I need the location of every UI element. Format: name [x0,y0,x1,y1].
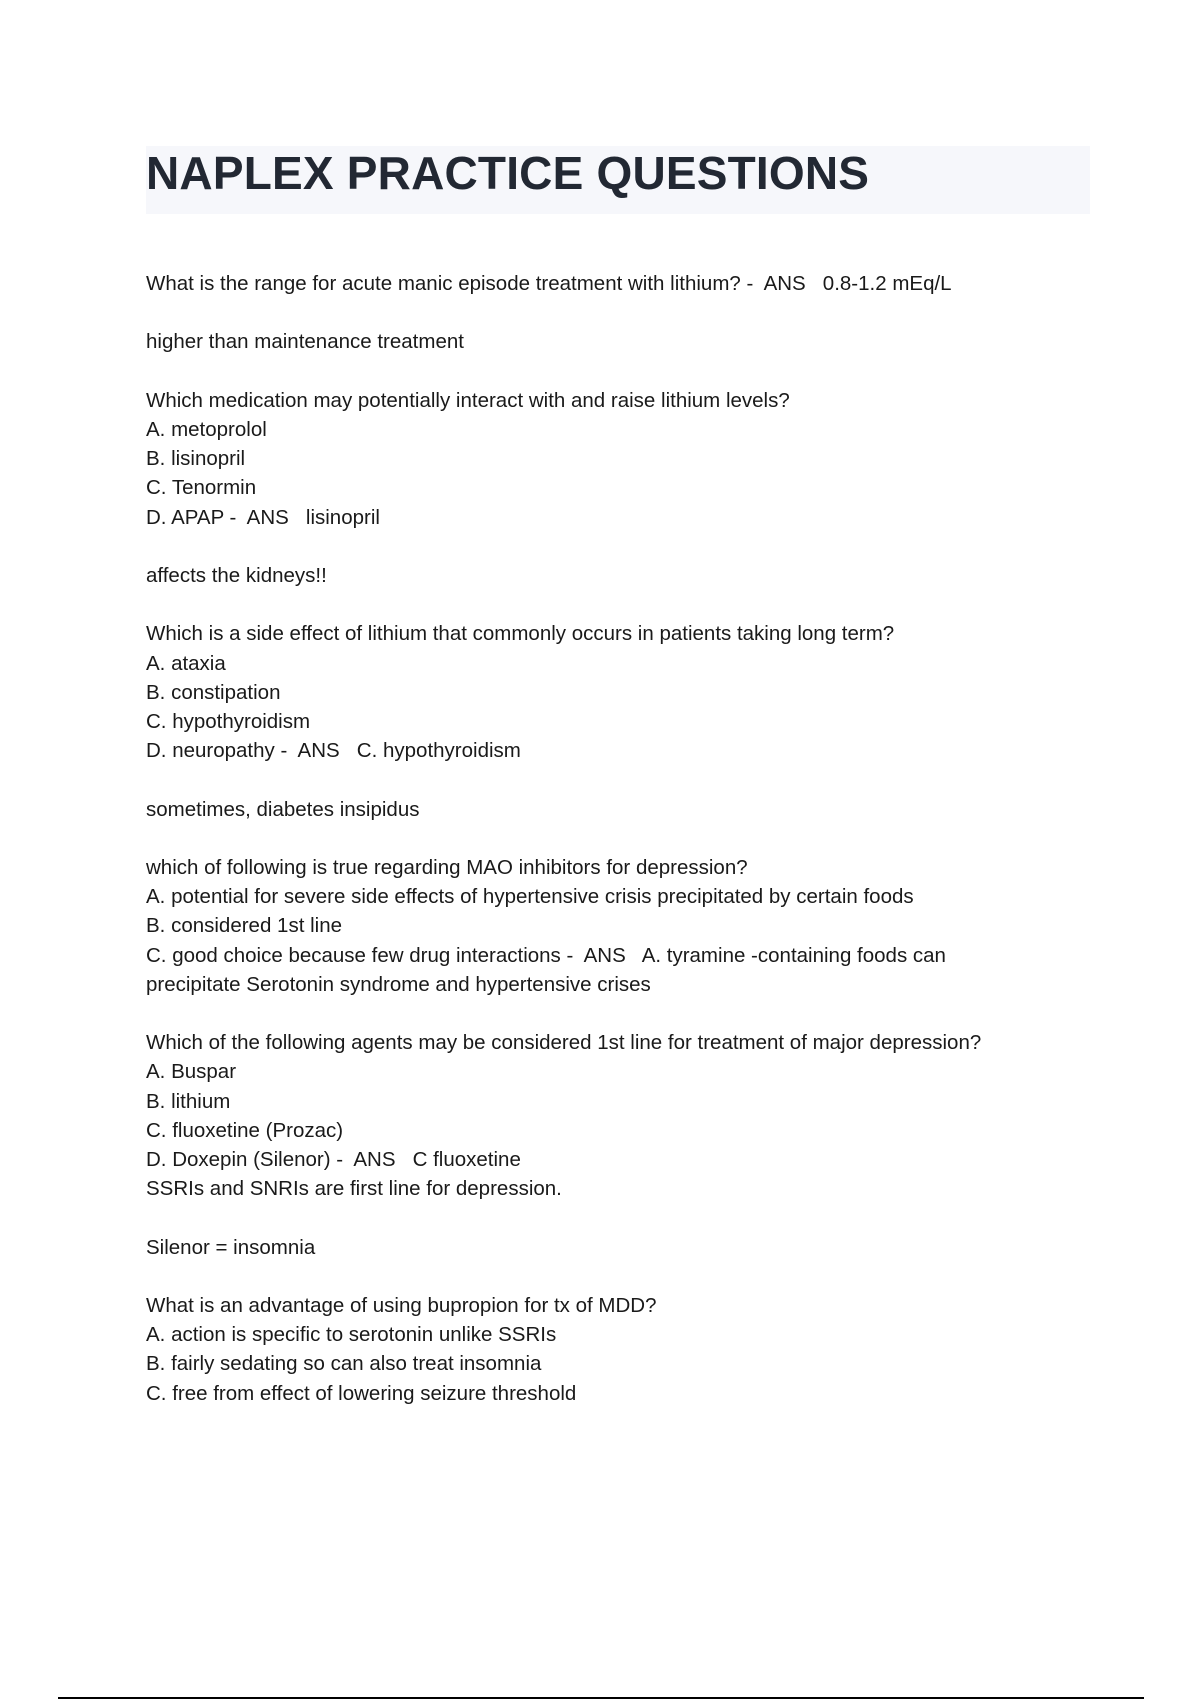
note-4-block [146,1233,1106,1262]
question-2-text: Which medication may potentially interact with and raise lithium levels? [146,388,790,412]
note-2-block [146,561,1106,590]
question-3-option-c: C. hypothyroidism [146,709,311,733]
question-6-block [146,1291,1106,1408]
question-5-block [146,1028,1106,1203]
note-2-line: affects the kidneys!! [146,563,327,587]
question-2-option-b: B. lisinopril [146,447,246,471]
question-5-option-a: A. Buspar [146,1060,237,1084]
question-2-option-a: A. metoprolol [146,417,267,441]
question-1-block [146,269,1106,298]
question-4-option-b: B. considered 1st line [146,914,343,938]
question-2-option-d-answer: D. APAP - ANS lisinopril [146,505,380,529]
question-5-option-c: C. fluoxetine (Prozac) [146,1118,344,1142]
question-6-option-a: A. action is specific to serotonin unlike SSRIs [146,1323,557,1347]
document-body [146,269,1106,1437]
question-3-block [146,619,1106,765]
question-2-option-c: C. Tenormin [146,476,257,500]
question-6-option-c: C. free from effect of lowering seizure threshold [146,1381,577,1405]
page-title: NAPLEX PRACTICE QUESTIONS [146,147,870,199]
note-1-block [146,327,1106,356]
note-3-line: sometimes, diabetes insipidus [146,797,420,821]
question-3-option-b: B. constipation [146,680,281,704]
question-4-block [146,853,1106,999]
page-footer-divider [58,1697,1144,1699]
question-2-block [146,386,1106,532]
question-3-option-d-answer: D. neuropathy - ANS C. hypothyroidism [146,739,521,763]
question-4-option-a: A. potential for severe side effects of hypertensive crisis precipitated by certain foods [146,885,914,909]
question-3-option-a: A. ataxia [146,651,226,675]
note-4-line: Silenor = insomnia [146,1235,316,1259]
question-6-text: What is an advantage of using bupropion for tx of MDD? [146,1293,657,1317]
question-4-answer-continuation: precipitate Serotonin syndrome and hypertensive crises [146,972,651,996]
question-5-option-b: B. lithium [146,1089,231,1113]
note-3-block [146,795,1106,824]
question-3-text: Which is a side effect of lithium that commonly occurs in patients taking long term? [146,622,895,646]
question-1-answer-line: What is the range for acute manic episode treatment with lithium? - ANS 0.8-1.2 mEq/L [146,272,952,295]
question-4-option-c-answer: C. good choice because few drug interactions - ANS A. tyramine -containing foods can [146,943,946,967]
note-1-line: higher than maintenance treatment [146,330,464,354]
question-4-text: which of following is true regarding MAO inhibitors for depression? [146,855,748,879]
question-5-text: Which of the following agents may be considered 1st line for treatment of major depression? [146,1031,982,1055]
question-6-option-b: B. fairly sedating so can also treat insomnia [146,1352,542,1376]
question-5-explanation: SSRIs and SNRIs are first line for depression. [146,1177,562,1201]
question-5-option-d-answer: D. Doxepin (Silenor) - ANS C fluoxetine [146,1147,521,1171]
